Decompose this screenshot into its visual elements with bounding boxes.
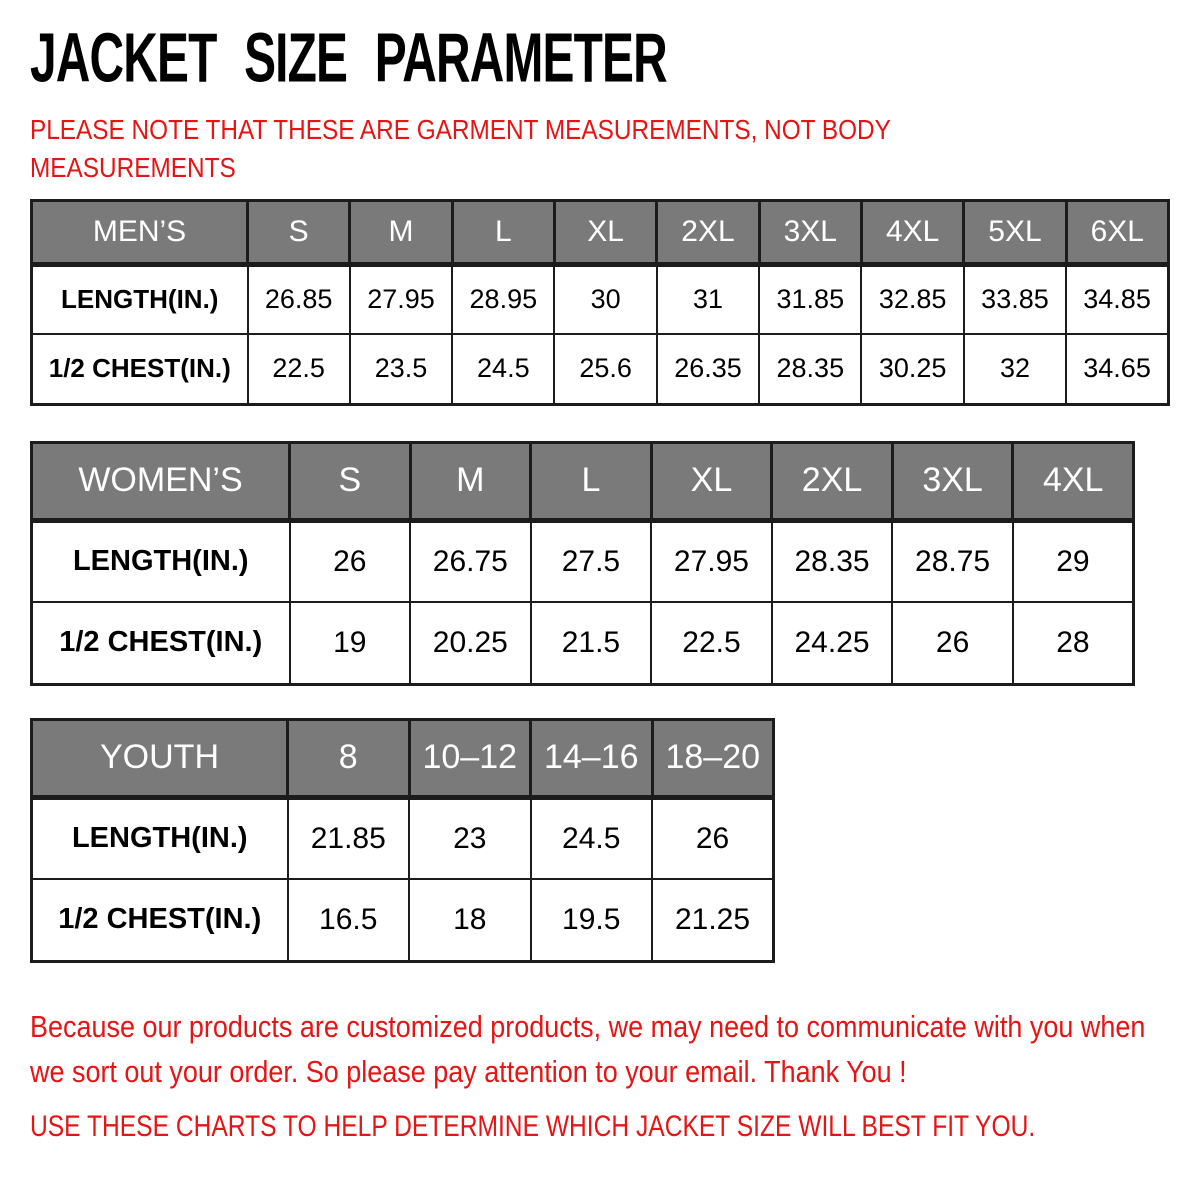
mens-value-cell: 24.5 [452, 334, 554, 404]
womens-value-cell: 22.5 [651, 602, 772, 684]
womens-header-row [32, 442, 1134, 520]
mens-value-cell: 31 [657, 264, 759, 334]
youth-value-cell: 24.5 [531, 797, 653, 879]
mens-size-header-cell: XL [554, 200, 656, 264]
youth-value-cell: 21.85 [288, 797, 410, 879]
womens-size-table [30, 441, 1135, 686]
womens-size-header-cell: L [531, 442, 652, 520]
womens-size-header-cell: 2XL [772, 442, 893, 520]
mens-size-header-cell: S [248, 200, 350, 264]
mens-header-row [32, 200, 1169, 264]
womens-size-header-cell: XL [651, 442, 772, 520]
mens-size-header-cell: 6XL [1066, 200, 1168, 264]
mens-table-title-cell: MEN’S [32, 200, 248, 264]
youth-table-title-cell: YOUTH [32, 719, 288, 797]
youth-size-table [30, 718, 775, 963]
womens-value-cell: 26.75 [410, 520, 531, 602]
youth-size-header-cell: 14–16 [531, 719, 653, 797]
womens-value-cell: 26 [290, 520, 411, 602]
womens-value-cell: 20.25 [410, 602, 531, 684]
youth-value-cell: 16.5 [288, 879, 410, 961]
mens-value-cell: 34.65 [1066, 334, 1168, 404]
mens-value-cell: 26.35 [657, 334, 759, 404]
youth-value-cell: 23 [409, 797, 531, 879]
womens-value-cell: 24.25 [772, 602, 893, 684]
mens-value-cell: 30 [554, 264, 656, 334]
mens-value-cell: 28.35 [759, 334, 861, 404]
womens-value-cell: 28.35 [772, 520, 893, 602]
page-title-text: JACKET SIZE PARAMETER [30, 19, 667, 98]
womens-value-cell: 28.75 [892, 520, 1013, 602]
womens-value-cell: 28 [1013, 602, 1134, 684]
youth-row-label-cell: LENGTH(IN.) [32, 797, 288, 879]
mens-value-cell: 27.95 [350, 264, 452, 334]
mens-value-cell: 33.85 [964, 264, 1066, 334]
mens-size-header-cell: 4XL [861, 200, 963, 264]
mens-size-header-cell: L [452, 200, 554, 264]
womens-size-header-cell: M [410, 442, 531, 520]
youth-row-label-cell: 1/2 CHEST(IN.) [32, 879, 288, 961]
youth-value-cell: 18 [409, 879, 531, 961]
youth-value-cell: 21.25 [652, 879, 774, 961]
youth-data-row [32, 797, 774, 879]
womens-data-row [32, 602, 1134, 684]
womens-row-label-cell: 1/2 CHEST(IN.) [32, 602, 290, 684]
mens-value-cell: 26.85 [248, 264, 350, 334]
mens-value-cell: 32.85 [861, 264, 963, 334]
youth-size-header-cell: 18–20 [652, 719, 774, 797]
mens-value-cell: 23.5 [350, 334, 452, 404]
chart-usage-note: USE THESE CHARTS TO HELP DETERMINE WHICH JACKET SIZE WILL BEST FIT YOU. [30, 1110, 1036, 1144]
page-title [30, 19, 1200, 98]
womens-value-cell: 27.95 [651, 520, 772, 602]
womens-table-title-cell: WOMEN’S [32, 442, 290, 520]
youth-data-row [32, 879, 774, 961]
mens-value-cell: 31.85 [759, 264, 861, 334]
mens-data-row [32, 264, 1169, 334]
mens-value-cell: 34.85 [1066, 264, 1168, 334]
womens-value-cell: 26 [892, 602, 1013, 684]
mens-row-label-cell: 1/2 CHEST(IN.) [32, 334, 248, 404]
mens-size-header-cell: M [350, 200, 452, 264]
womens-value-cell: 29 [1013, 520, 1134, 602]
youth-value-cell: 26 [652, 797, 774, 879]
womens-size-header-cell: 4XL [1013, 442, 1134, 520]
mens-size-table [30, 199, 1170, 406]
mens-value-cell: 22.5 [248, 334, 350, 404]
mens-size-header-cell: 5XL [964, 200, 1066, 264]
mens-size-header-cell: 3XL [759, 200, 861, 264]
womens-data-row [32, 520, 1134, 602]
youth-header-row [32, 719, 774, 797]
youth-size-header-cell: 10–12 [409, 719, 531, 797]
womens-row-label-cell: LENGTH(IN.) [32, 520, 290, 602]
mens-value-cell: 30.25 [861, 334, 963, 404]
womens-size-header-cell: S [290, 442, 411, 520]
mens-row-label-cell: LENGTH(IN.) [32, 264, 248, 334]
mens-data-row [32, 334, 1169, 404]
youth-value-cell: 19.5 [531, 879, 653, 961]
mens-value-cell: 25.6 [554, 334, 656, 404]
womens-size-header-cell: 3XL [892, 442, 1013, 520]
mens-value-cell: 28.95 [452, 264, 554, 334]
mens-value-cell: 32 [964, 334, 1066, 404]
womens-value-cell: 21.5 [531, 602, 652, 684]
womens-value-cell: 19 [290, 602, 411, 684]
garment-measurement-note: PLEASE NOTE THAT THESE ARE GARMENT MEASUREMENTS, NOT BODY MEASUREMENTS [30, 114, 891, 183]
womens-value-cell: 27.5 [531, 520, 652, 602]
mens-size-header-cell: 2XL [657, 200, 759, 264]
customization-communication-note: Because our products are customized products, we may need to communicate with you when we sort out your order. So please pay attention to your email. Thank You ! [30, 1008, 1146, 1089]
youth-size-header-cell: 8 [288, 719, 410, 797]
